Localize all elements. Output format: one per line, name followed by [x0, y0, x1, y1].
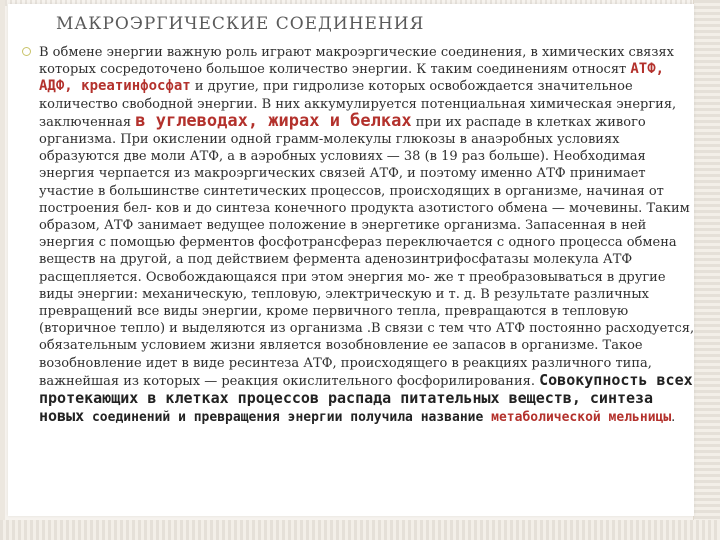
paragraph-text-3: при их распаде в клетках живого организма. При окислении одной грамм-молекулы глюкозы в анаэробных условиях образуются две моли АТФ, а в аэробных условиях — 38 (в 19 раз больше). Необходимая энергия черпается из макроэргических связей АТФ, и поэтому именно АТФ принимает участие в большинстве синтетических процессов, происходящих в организме, начиная от построения бел- ков и до синтеза конечного продукта азотистого обмена — мочевины. Таким образом, АТФ занимает ведущее положение в энергетике организма. Запасенная в ней энергия с помощью ферментов фосфотрансфераз переключается с одного процесса обмена веществ на другой, а под действием фермента аденозинтрифосфатазы молекула АТФ расщепляется. Освобождающаяся при этом энергия мо- же т преобразовываться в другие виды энергии: механическую, тепловую, электрическую и т. д. В результате различных превращений все виды энергии, кроме первичного тепла, превращаются в тепловую (вторичное тепло) и выделяются из организма .В связи с тем что АТФ постоянно расходуется, обязательным условием жизни является возобновление ее запасов в организме. Такое возобновление идет в виде ресинтеза АТФ, происходящего в реакциях различного типа, важнейшая из которых — реакция окислительного фосфорилирования. — [39, 114, 695, 389]
paragraph-text-2: и другие, при гидролизе которых освобождается значительное количество свободной энергии. В них аккумулируется потенциальная химическая энергия, заключенная — [39, 79, 677, 130]
slide-content-card — [8, 4, 694, 516]
bold-summary-text-2: соединений и превращения энергии получила название — [84, 410, 492, 426]
bullet-circle-icon — [22, 47, 31, 56]
highlight-metabolic-mill: метаболической мельницы — [491, 410, 672, 426]
left-bar-decoration — [0, 0, 5, 540]
paragraph-end: . — [671, 410, 676, 426]
bold-summary-text: Совокупность всех протекающих в клетках процессов распада питательных веществ, синтеза новых — [39, 370, 693, 426]
slide-body-paragraph — [39, 44, 695, 426]
right-stripes-decoration — [693, 0, 720, 540]
slide-title: МАКРОЭРГИЧЕСКИЕ СОЕДИНЕНИЯ — [56, 14, 425, 34]
highlight-atp-adp: АТФ, АДФ, креатинфосфат — [39, 61, 665, 95]
highlight-nutrients: в углеводах, жирах и белках — [135, 110, 412, 131]
paragraph-text-1: В обмене энергии важную роль играют макроэргические соединения, в химических связях которых сосредоточено большое количество энергии. К таким соединениям относят — [39, 45, 674, 78]
bottom-stripes-decoration — [0, 520, 720, 540]
